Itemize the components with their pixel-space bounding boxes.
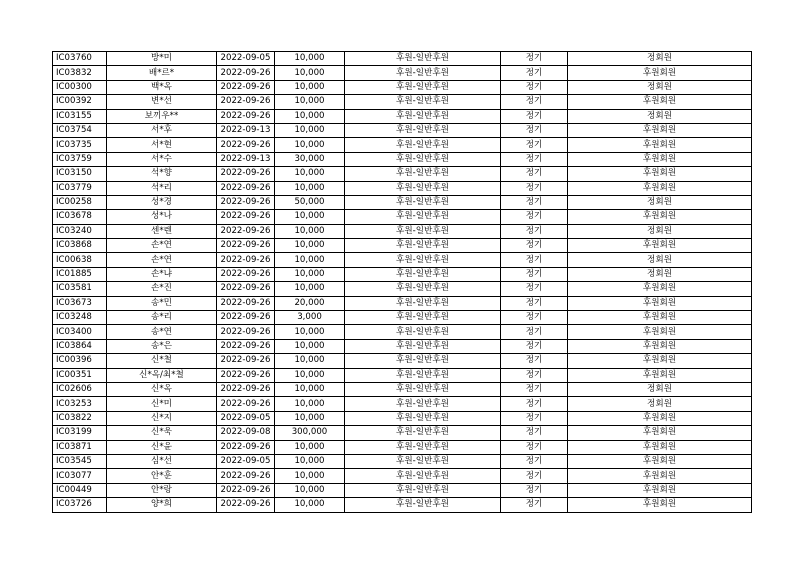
table-row	[53, 123, 752, 137]
amount-cell: 10,000	[275, 368, 345, 382]
table-row	[53, 354, 752, 368]
member-id-cell: IC03779	[53, 181, 107, 195]
category-cell: 후원-일반후원	[345, 210, 501, 224]
type-cell: 정기	[501, 426, 568, 440]
member-class-cell: 후원회원	[568, 454, 752, 468]
date-cell: 2022-09-13	[217, 123, 275, 137]
donor-name-cell: 송*연	[107, 325, 217, 339]
date-cell: 2022-09-26	[217, 239, 275, 253]
type-cell: 정기	[501, 498, 568, 512]
amount-cell: 10,000	[275, 138, 345, 152]
amount-cell: 10,000	[275, 382, 345, 396]
date-cell: 2022-09-26	[217, 267, 275, 281]
amount-cell: 10,000	[275, 224, 345, 238]
table-row	[53, 210, 752, 224]
amount-cell: 10,000	[275, 325, 345, 339]
date-cell: 2022-09-26	[217, 181, 275, 195]
date-cell: 2022-09-05	[217, 454, 275, 468]
amount-cell: 20,000	[275, 296, 345, 310]
member-id-cell: IC03864	[53, 339, 107, 353]
amount-cell: 10,000	[275, 469, 345, 483]
member-id-cell: IC00449	[53, 483, 107, 497]
amount-cell: 10,000	[275, 454, 345, 468]
member-class-cell: 후원회원	[568, 239, 752, 253]
type-cell: 정기	[501, 224, 568, 238]
donor-name-cell: 신*철	[107, 354, 217, 368]
member-id-cell: IC03400	[53, 325, 107, 339]
donor-name-cell: 백*옥	[107, 80, 217, 94]
category-cell: 후원-일반후원	[345, 123, 501, 137]
type-cell: 정기	[501, 469, 568, 483]
amount-cell: 10,000	[275, 411, 345, 425]
table-row	[53, 239, 752, 253]
type-cell: 정기	[501, 210, 568, 224]
amount-cell: 3,000	[275, 311, 345, 325]
type-cell: 정기	[501, 152, 568, 166]
category-cell: 후원-일반후원	[345, 440, 501, 454]
type-cell: 정기	[501, 397, 568, 411]
amount-cell: 10,000	[275, 253, 345, 267]
donor-name-cell: 안*랑	[107, 483, 217, 497]
category-cell: 후원-일반후원	[345, 397, 501, 411]
date-cell: 2022-09-26	[217, 167, 275, 181]
type-cell: 정기	[501, 239, 568, 253]
donor-name-cell: 보끼우**	[107, 109, 217, 123]
category-cell: 후원-일반후원	[345, 253, 501, 267]
type-cell: 정기	[501, 440, 568, 454]
amount-cell: 10,000	[275, 239, 345, 253]
table-row	[53, 66, 752, 80]
date-cell: 2022-09-26	[217, 354, 275, 368]
category-cell: 후원-일반후원	[345, 339, 501, 353]
member-id-cell: IC00392	[53, 95, 107, 109]
table-row	[53, 397, 752, 411]
table-row	[53, 440, 752, 454]
amount-cell: 10,000	[275, 354, 345, 368]
amount-cell: 50,000	[275, 195, 345, 209]
member-class-cell: 정회원	[568, 195, 752, 209]
member-class-cell: 정회원	[568, 267, 752, 281]
table-row	[53, 195, 752, 209]
donor-name-cell: 배*르*	[107, 66, 217, 80]
date-cell: 2022-09-26	[217, 224, 275, 238]
donor-name-cell: 손*진	[107, 282, 217, 296]
category-cell: 후원-일반후원	[345, 311, 501, 325]
type-cell: 정기	[501, 66, 568, 80]
donor-name-cell: 신*미	[107, 397, 217, 411]
member-id-cell: IC03199	[53, 426, 107, 440]
date-cell: 2022-09-26	[217, 325, 275, 339]
amount-cell: 10,000	[275, 210, 345, 224]
amount-cell: 10,000	[275, 109, 345, 123]
member-id-cell: IC03871	[53, 440, 107, 454]
type-cell: 정기	[501, 52, 568, 66]
date-cell: 2022-09-05	[217, 411, 275, 425]
donor-name-cell: 송*리	[107, 311, 217, 325]
date-cell: 2022-09-26	[217, 296, 275, 310]
member-id-cell: IC02606	[53, 382, 107, 396]
category-cell: 후원-일반후원	[345, 167, 501, 181]
member-class-cell: 후원회원	[568, 167, 752, 181]
amount-cell: 10,000	[275, 440, 345, 454]
member-class-cell: 후원회원	[568, 181, 752, 195]
member-class-cell: 정회원	[568, 80, 752, 94]
table-row	[53, 469, 752, 483]
member-class-cell: 후원회원	[568, 483, 752, 497]
table-row	[53, 282, 752, 296]
member-id-cell: IC03754	[53, 123, 107, 137]
table-row	[53, 95, 752, 109]
type-cell: 정기	[501, 354, 568, 368]
table-row	[53, 339, 752, 353]
donor-name-cell: 성*나	[107, 210, 217, 224]
category-cell: 후원-일반후원	[345, 426, 501, 440]
donor-name-cell: 변*선	[107, 95, 217, 109]
type-cell: 정기	[501, 138, 568, 152]
amount-cell: 300,000	[275, 426, 345, 440]
donor-name-cell: 신*윤	[107, 440, 217, 454]
type-cell: 정기	[501, 123, 568, 137]
member-id-cell: IC03155	[53, 109, 107, 123]
category-cell: 후원-일반후원	[345, 498, 501, 512]
member-class-cell: 정회원	[568, 397, 752, 411]
member-class-cell: 후원회원	[568, 498, 752, 512]
donor-name-cell: 심*선	[107, 454, 217, 468]
donor-name-cell: 센*렌	[107, 224, 217, 238]
table-row	[53, 181, 752, 195]
member-id-cell: IC03581	[53, 282, 107, 296]
amount-cell: 30,000	[275, 152, 345, 166]
member-class-cell: 후원회원	[568, 440, 752, 454]
category-cell: 후원-일반후원	[345, 80, 501, 94]
member-id-cell: IC03822	[53, 411, 107, 425]
member-class-cell: 정회원	[568, 224, 752, 238]
category-cell: 후원-일반후원	[345, 282, 501, 296]
date-cell: 2022-09-26	[217, 80, 275, 94]
amount-cell: 10,000	[275, 498, 345, 512]
member-id-cell: IC03077	[53, 469, 107, 483]
member-id-cell: IC03726	[53, 498, 107, 512]
member-class-cell: 후원회원	[568, 95, 752, 109]
member-class-cell: 후원회원	[568, 339, 752, 353]
amount-cell: 10,000	[275, 80, 345, 94]
member-id-cell: IC00258	[53, 195, 107, 209]
donor-name-cell: 서*수	[107, 152, 217, 166]
donor-name-cell: 석*리	[107, 181, 217, 195]
table-row	[53, 253, 752, 267]
type-cell: 정기	[501, 325, 568, 339]
type-cell: 정기	[501, 483, 568, 497]
member-class-cell: 후원회원	[568, 368, 752, 382]
date-cell: 2022-09-26	[217, 440, 275, 454]
type-cell: 정기	[501, 296, 568, 310]
amount-cell: 10,000	[275, 95, 345, 109]
category-cell: 후원-일반후원	[345, 239, 501, 253]
date-cell: 2022-09-26	[217, 397, 275, 411]
table-body	[53, 52, 752, 513]
type-cell: 정기	[501, 411, 568, 425]
table-row	[53, 325, 752, 339]
donor-name-cell: 성*경	[107, 195, 217, 209]
category-cell: 후원-일반후원	[345, 52, 501, 66]
category-cell: 후원-일반후원	[345, 382, 501, 396]
date-cell: 2022-09-26	[217, 138, 275, 152]
category-cell: 후원-일반후원	[345, 267, 501, 281]
date-cell: 2022-09-26	[217, 210, 275, 224]
date-cell: 2022-09-13	[217, 152, 275, 166]
member-id-cell: IC03150	[53, 167, 107, 181]
table-row	[53, 80, 752, 94]
member-id-cell: IC03678	[53, 210, 107, 224]
member-id-cell: IC00351	[53, 368, 107, 382]
table-row	[53, 483, 752, 497]
donor-name-cell: 신*옥/최*철	[107, 368, 217, 382]
member-id-cell: IC03673	[53, 296, 107, 310]
category-cell: 후원-일반후원	[345, 138, 501, 152]
type-cell: 정기	[501, 311, 568, 325]
member-class-cell: 후원회원	[568, 210, 752, 224]
member-id-cell: IC03240	[53, 224, 107, 238]
member-class-cell: 후원회원	[568, 325, 752, 339]
donation-table	[52, 51, 752, 513]
date-cell: 2022-09-26	[217, 368, 275, 382]
donor-name-cell: 서*후	[107, 123, 217, 137]
donor-name-cell: 손*냐	[107, 267, 217, 281]
type-cell: 정기	[501, 195, 568, 209]
member-class-cell: 후원회원	[568, 152, 752, 166]
table-row	[53, 296, 752, 310]
amount-cell: 10,000	[275, 123, 345, 137]
member-id-cell: IC03760	[53, 52, 107, 66]
member-class-cell: 후원회원	[568, 296, 752, 310]
member-id-cell: IC01885	[53, 267, 107, 281]
donor-name-cell: 신*옥	[107, 382, 217, 396]
date-cell: 2022-09-26	[217, 469, 275, 483]
table-row	[53, 426, 752, 440]
table-row	[53, 454, 752, 468]
type-cell: 정기	[501, 167, 568, 181]
type-cell: 정기	[501, 95, 568, 109]
table-row	[53, 311, 752, 325]
amount-cell: 10,000	[275, 66, 345, 80]
donor-name-cell: 석*향	[107, 167, 217, 181]
member-class-cell: 후원회원	[568, 426, 752, 440]
table-row	[53, 411, 752, 425]
member-class-cell: 후원회원	[568, 469, 752, 483]
category-cell: 후원-일반후원	[345, 325, 501, 339]
type-cell: 정기	[501, 109, 568, 123]
type-cell: 정기	[501, 181, 568, 195]
table-row	[53, 138, 752, 152]
member-class-cell: 후원회원	[568, 354, 752, 368]
donor-name-cell: 송*은	[107, 339, 217, 353]
type-cell: 정기	[501, 382, 568, 396]
member-id-cell: IC03832	[53, 66, 107, 80]
category-cell: 후원-일반후원	[345, 469, 501, 483]
type-cell: 정기	[501, 267, 568, 281]
table-row	[53, 152, 752, 166]
category-cell: 후원-일반후원	[345, 181, 501, 195]
member-class-cell: 후원회원	[568, 138, 752, 152]
donor-name-cell: 손*연	[107, 253, 217, 267]
date-cell: 2022-09-26	[217, 253, 275, 267]
table-row	[53, 368, 752, 382]
member-class-cell: 후원회원	[568, 411, 752, 425]
date-cell: 2022-09-26	[217, 95, 275, 109]
donor-name-cell: 안*훈	[107, 469, 217, 483]
category-cell: 후원-일반후원	[345, 454, 501, 468]
date-cell: 2022-09-05	[217, 52, 275, 66]
category-cell: 후원-일반후원	[345, 224, 501, 238]
category-cell: 후원-일반후원	[345, 296, 501, 310]
date-cell: 2022-09-26	[217, 382, 275, 396]
type-cell: 정기	[501, 282, 568, 296]
member-class-cell: 정회원	[568, 253, 752, 267]
member-id-cell: IC03735	[53, 138, 107, 152]
category-cell: 후원-일반후원	[345, 368, 501, 382]
donor-name-cell: 신*욱	[107, 426, 217, 440]
type-cell: 정기	[501, 368, 568, 382]
table-row	[53, 267, 752, 281]
date-cell: 2022-09-26	[217, 498, 275, 512]
amount-cell: 10,000	[275, 267, 345, 281]
date-cell: 2022-09-26	[217, 483, 275, 497]
amount-cell: 10,000	[275, 167, 345, 181]
date-cell: 2022-09-08	[217, 426, 275, 440]
donor-name-cell: 방*미	[107, 52, 217, 66]
donor-name-cell: 송*민	[107, 296, 217, 310]
amount-cell: 10,000	[275, 52, 345, 66]
donor-name-cell: 서*현	[107, 138, 217, 152]
category-cell: 후원-일반후원	[345, 95, 501, 109]
donor-name-cell: 손*연	[107, 239, 217, 253]
table-row	[53, 167, 752, 181]
amount-cell: 10,000	[275, 339, 345, 353]
amount-cell: 10,000	[275, 483, 345, 497]
date-cell: 2022-09-26	[217, 66, 275, 80]
amount-cell: 10,000	[275, 397, 345, 411]
member-id-cell: IC00396	[53, 354, 107, 368]
donor-name-cell: 양*희	[107, 498, 217, 512]
date-cell: 2022-09-26	[217, 311, 275, 325]
table-row	[53, 109, 752, 123]
table-row	[53, 52, 752, 66]
type-cell: 정기	[501, 253, 568, 267]
member-id-cell: IC03759	[53, 152, 107, 166]
member-id-cell: IC00300	[53, 80, 107, 94]
member-class-cell: 후원회원	[568, 123, 752, 137]
member-class-cell: 후원회원	[568, 311, 752, 325]
member-id-cell: IC03545	[53, 454, 107, 468]
type-cell: 정기	[501, 80, 568, 94]
category-cell: 후원-일반후원	[345, 411, 501, 425]
date-cell: 2022-09-26	[217, 282, 275, 296]
table-row	[53, 498, 752, 512]
member-class-cell: 정회원	[568, 382, 752, 396]
amount-cell: 10,000	[275, 181, 345, 195]
date-cell: 2022-09-26	[217, 195, 275, 209]
category-cell: 후원-일반후원	[345, 109, 501, 123]
member-id-cell: IC03253	[53, 397, 107, 411]
member-class-cell: 후원회원	[568, 66, 752, 80]
table-row	[53, 382, 752, 396]
category-cell: 후원-일반후원	[345, 483, 501, 497]
member-class-cell: 정회원	[568, 52, 752, 66]
date-cell: 2022-09-26	[217, 109, 275, 123]
date-cell: 2022-09-26	[217, 339, 275, 353]
member-class-cell: 후원회원	[568, 282, 752, 296]
member-id-cell: IC03248	[53, 311, 107, 325]
member-class-cell: 정회원	[568, 109, 752, 123]
member-id-cell: IC03868	[53, 239, 107, 253]
category-cell: 후원-일반후원	[345, 152, 501, 166]
amount-cell: 10,000	[275, 282, 345, 296]
type-cell: 정기	[501, 339, 568, 353]
donor-name-cell: 신*지	[107, 411, 217, 425]
table-row	[53, 224, 752, 238]
category-cell: 후원-일반후원	[345, 354, 501, 368]
category-cell: 후원-일반후원	[345, 66, 501, 80]
member-id-cell: IC00638	[53, 253, 107, 267]
type-cell: 정기	[501, 454, 568, 468]
category-cell: 후원-일반후원	[345, 195, 501, 209]
